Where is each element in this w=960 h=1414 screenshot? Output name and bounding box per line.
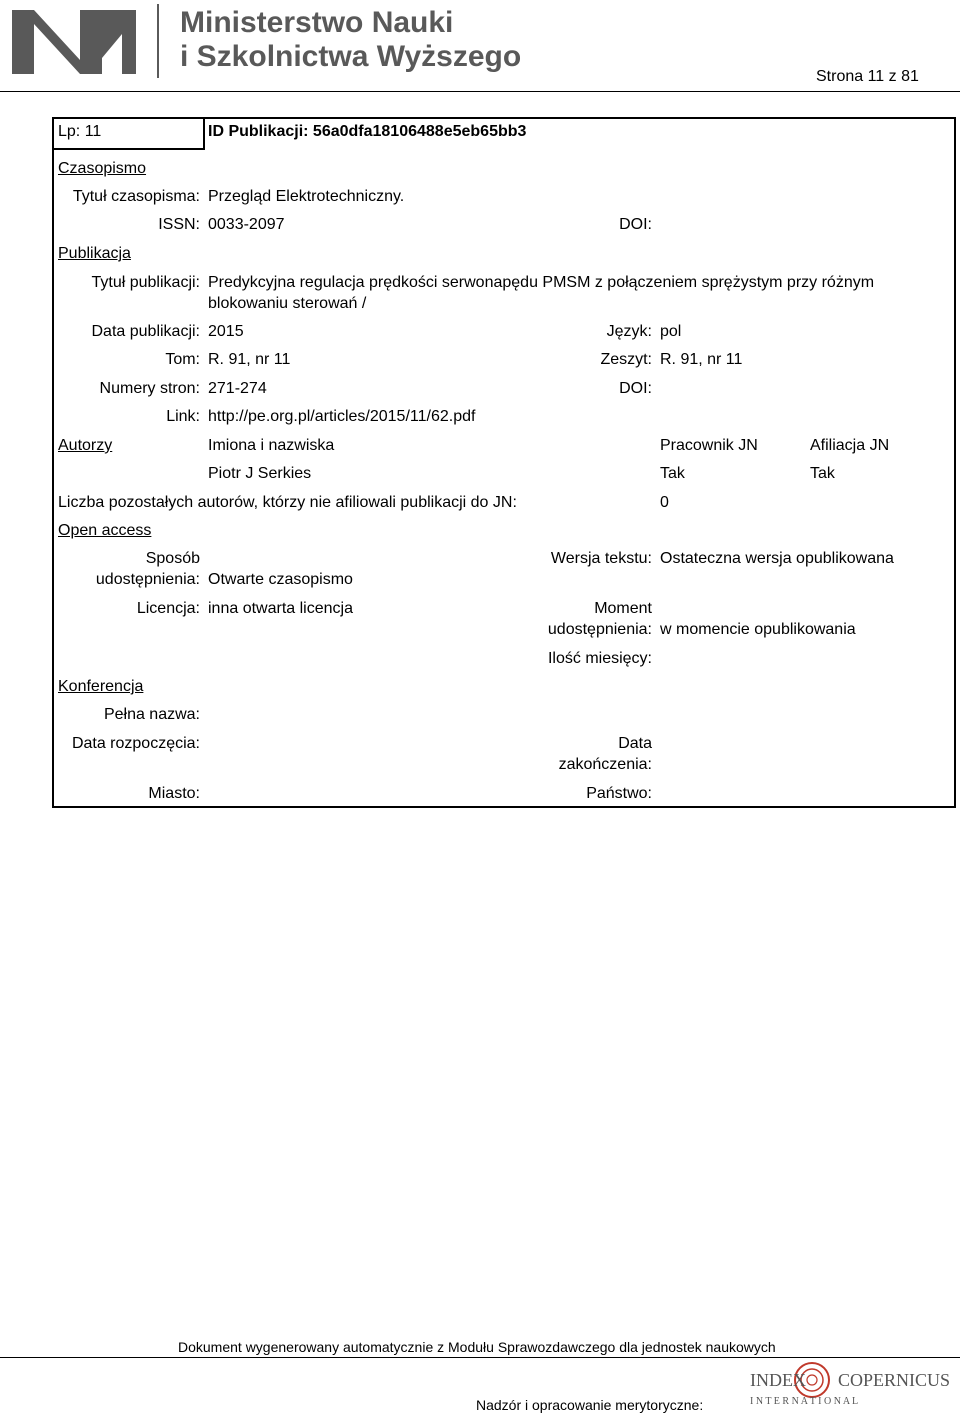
- footer-generated-note: Dokument wygenerowany automatycznie z Modułu Sprawozdawczego dla jednostek naukowych: [178, 1339, 776, 1355]
- text-version-value: Ostateczna wersja opublikowana: [660, 550, 894, 567]
- publication-id: ID Publikacji: 56a0dfa18106488e5eb65bb3: [208, 123, 527, 140]
- language-label: Język:: [606, 323, 652, 340]
- conference-end-label-1: Data: [618, 735, 652, 752]
- section-journal: Czasopismo: [58, 160, 147, 177]
- access-moment-value: w momencie opublikowania: [660, 621, 856, 638]
- issue-label: Zeszyt:: [600, 351, 652, 368]
- license-value: inna otwarta licencja: [208, 600, 353, 617]
- ic-logo-word-copernicus: COPERNICUS: [838, 1370, 951, 1390]
- access-mode-label-1: Sposób: [145, 550, 200, 567]
- conference-country-label: Państwo:: [586, 785, 652, 802]
- months-label: Ilość miesięcy:: [547, 650, 652, 667]
- volume-value: R. 91, nr 11: [208, 351, 291, 368]
- publication-date-value: 2015: [208, 323, 244, 340]
- section-conference: Konferencja: [58, 678, 144, 695]
- author-employee: Tak: [660, 465, 685, 482]
- authors-col-name: Imiona i nazwiska: [208, 437, 335, 454]
- authors-col-affiliation: Afiliacja JN: [810, 437, 890, 454]
- section-publication: Publikacja: [58, 245, 131, 262]
- author-affiliation: Tak: [810, 465, 835, 482]
- other-authors-label: Liczba pozostałych autorów, którzy nie afiliowali publikacji do JN:: [58, 494, 517, 511]
- lp-number: Lp: 11: [58, 123, 102, 140]
- pages-value: 271-274: [208, 380, 267, 397]
- journal-title-label: Tytuł czasopisma:: [72, 188, 200, 205]
- ministry-name-line1: Ministerstwo Nauki: [180, 6, 454, 39]
- journal-title-value: Przegląd Elektrotechniczny.: [208, 188, 405, 205]
- ministry-name-line2: i Szkolnictwa Wyższego: [180, 40, 522, 73]
- publication-date-label: Data publikacji:: [91, 323, 200, 340]
- link-value[interactable]: http://pe.org.pl/articles/2015/11/62.pdf: [208, 408, 476, 425]
- language-value: pol: [660, 323, 682, 340]
- issn-value: 0033-2097: [208, 216, 285, 233]
- logo-divider: [157, 4, 159, 78]
- access-moment-label-2: udostępnienia:: [547, 621, 652, 638]
- issn-label: ISSN:: [158, 216, 200, 233]
- access-mode-value: Otwarte czasopismo: [208, 571, 353, 588]
- license-label: Licencja:: [136, 600, 200, 617]
- issue-value: R. 91, nr 11: [660, 351, 743, 368]
- author-name: Piotr J Serkies: [208, 465, 312, 482]
- section-open-access: Open access: [58, 522, 152, 539]
- ic-logo-word-index: INDEX: [750, 1370, 806, 1390]
- link-label: Link:: [166, 408, 200, 425]
- access-moment-label-1: Moment: [594, 600, 652, 617]
- publication-doi-label: DOI:: [619, 380, 652, 397]
- publication-title-line2: blokowaniu sterowań /: [208, 295, 367, 312]
- ic-logo-word-international: I N T E R N A T I O N A L: [750, 1396, 859, 1407]
- conference-city-label: Miasto:: [148, 785, 200, 802]
- footer-supervision: Nadzór i opracowanie merytoryczne:: [476, 1397, 704, 1413]
- journal-doi-label: DOI:: [619, 216, 652, 233]
- pages-label: Numery stron:: [99, 380, 200, 397]
- authors-col-employee: Pracownik JN: [660, 437, 758, 454]
- text-version-label: Wersja tekstu:: [550, 550, 652, 567]
- other-authors-value: 0: [660, 494, 669, 511]
- page-number: Strona 11 z 81: [816, 68, 919, 85]
- section-authors: Autorzy: [58, 437, 113, 454]
- access-mode-label-2: udostępnienia:: [95, 571, 200, 588]
- volume-label: Tom:: [165, 351, 200, 368]
- conference-end-label-2: zakończenia:: [558, 756, 652, 773]
- ministry-logo-icon: [12, 8, 136, 74]
- publication-title-line1: Predykcyjna regulacja prędkości serwonapędu PMSM z połączeniem sprężystym przy różnym: [208, 274, 875, 291]
- conference-name-label: Pełna nazwa:: [103, 706, 200, 723]
- conference-start-label: Data rozpoczęcia:: [71, 735, 200, 752]
- publication-title-label: Tytuł publikacji:: [91, 274, 200, 291]
- header-rule: [0, 91, 960, 92]
- index-copernicus-logo-icon: [746, 1358, 958, 1412]
